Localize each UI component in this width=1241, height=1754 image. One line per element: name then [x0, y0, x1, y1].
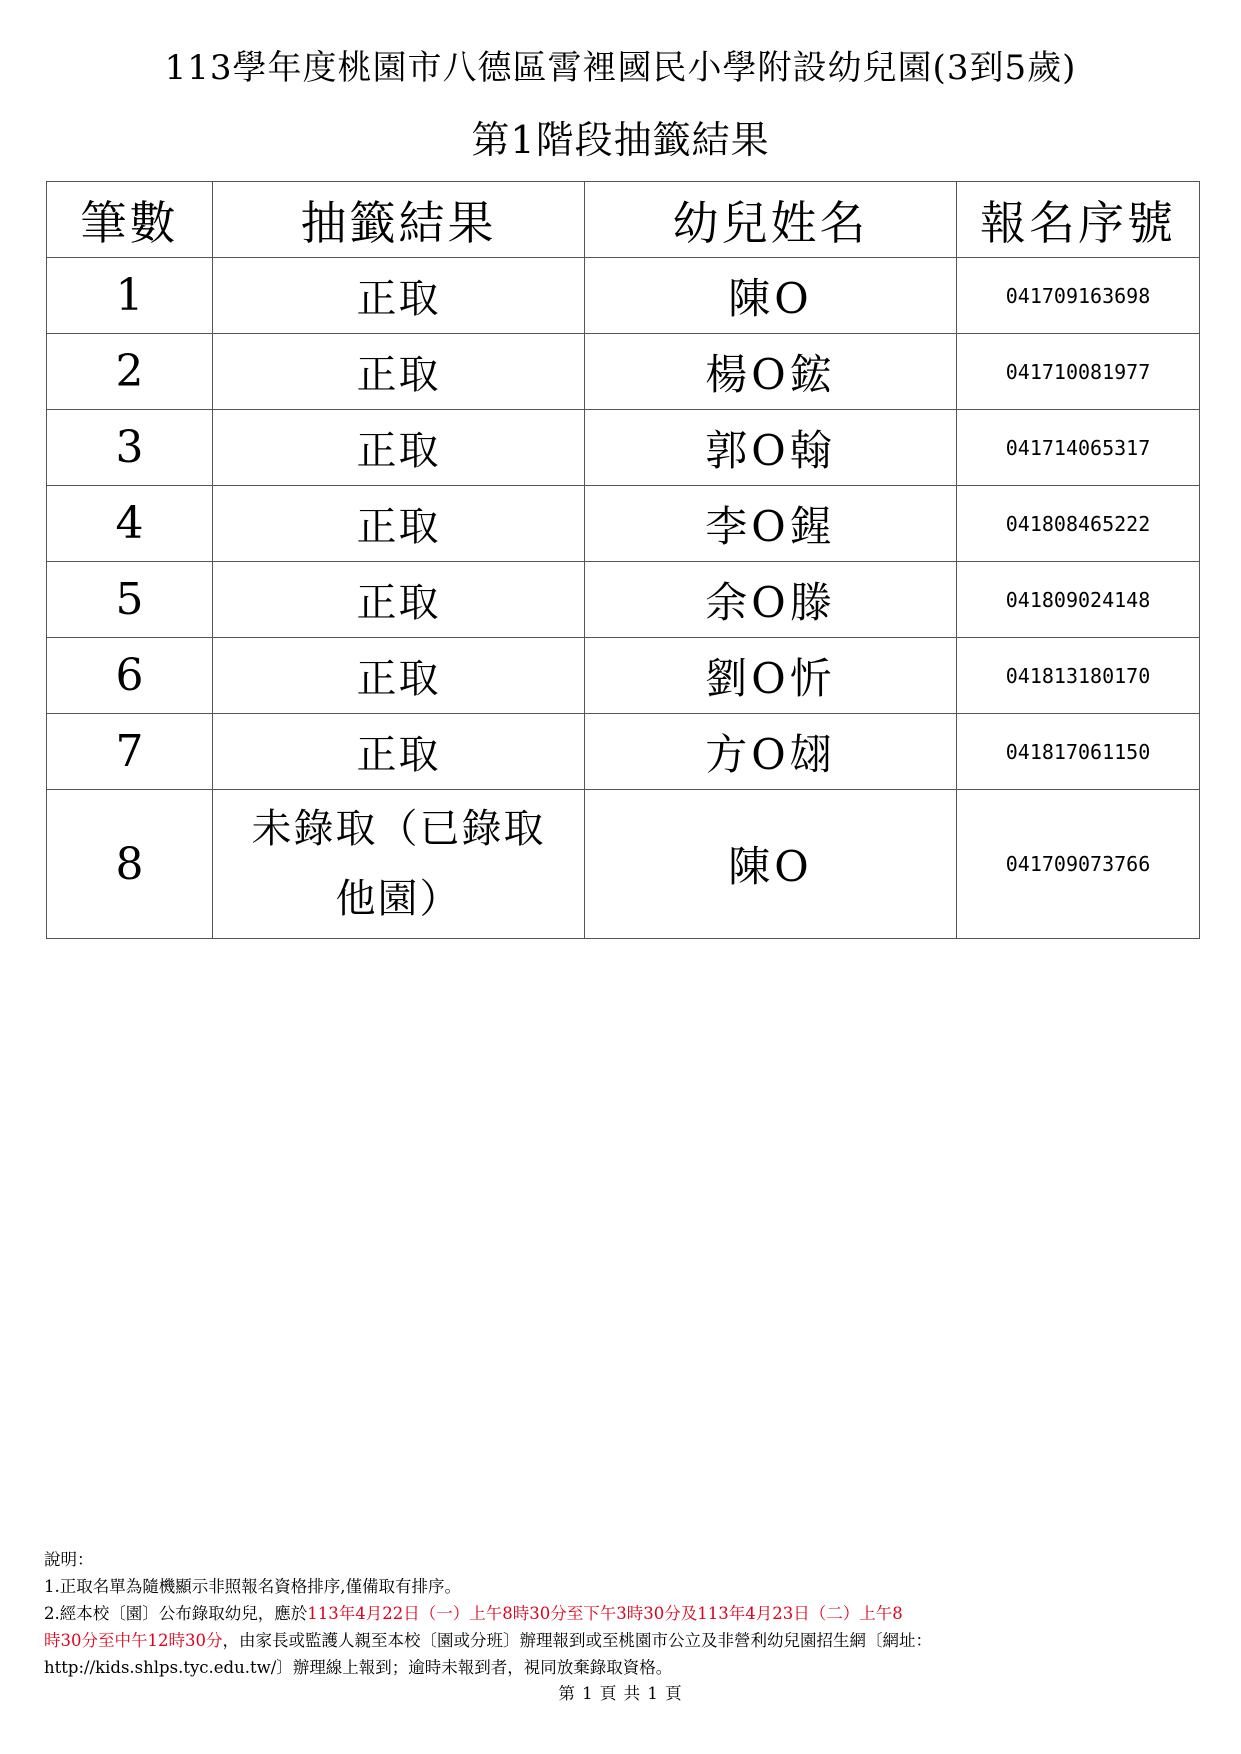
row-index: 7	[47, 714, 213, 790]
document-subtitle: 第1階段抽籤結果	[471, 118, 770, 162]
row-index: 4	[47, 486, 213, 562]
notes-item-1: 1.正取名單為隨機顯示非照報名資格排序,僅備取有排序。	[44, 1577, 461, 1596]
table-row	[47, 638, 1200, 714]
row-reg-no: 041808465222	[957, 486, 1200, 562]
header-result: 抽籤結果	[213, 182, 585, 258]
row-result: 未錄取（已錄取他園）	[213, 790, 585, 939]
row-index: 6	[47, 638, 213, 714]
row-name: 劉O忻	[585, 638, 957, 714]
row-name: 郭O翰	[585, 410, 957, 486]
row-name: 陳O	[585, 790, 957, 939]
row-reg-no: 041813180170	[957, 638, 1200, 714]
row-result: 正取	[213, 638, 585, 714]
row-index: 2	[47, 334, 213, 410]
table-row	[47, 562, 1200, 638]
table-row	[47, 410, 1200, 486]
table-header-row	[47, 182, 1200, 258]
table-row	[47, 258, 1200, 334]
row-index: 1	[47, 258, 213, 334]
notes-item-2-text-cont: ，由家長或監護人親至本校〔園或分班〕辦理報到或至桃園市公立及非營利幼兒園招生網〔網址：	[222, 1631, 932, 1650]
row-result: 正取	[213, 714, 585, 790]
notes-item-2-text: 2.經本校〔園〕公布錄取幼兒，應於	[44, 1604, 308, 1623]
notes-item-2-date-range: 113年4月22日（一）上午8時30分至下午3時30分及113年4月23日（二）上午8	[307, 1604, 903, 1623]
row-reg-no: 041809024148	[957, 562, 1200, 638]
row-name: 陳O	[585, 258, 957, 334]
row-name: 方O翃	[585, 714, 957, 790]
notes-section	[44, 1546, 1204, 1681]
notes-heading: 說明：	[44, 1550, 94, 1569]
row-result: 正取	[213, 334, 585, 410]
header-index: 筆數	[47, 182, 213, 258]
row-result: 正取	[213, 562, 585, 638]
notes-item-2-line-2	[44, 1627, 1204, 1654]
row-name: 余O滕	[585, 562, 957, 638]
row-reg-no: 041709073766	[957, 790, 1200, 939]
row-name: 李O鍟	[585, 486, 957, 562]
header-reg-no: 報名序號	[957, 182, 1200, 258]
row-result: 正取	[213, 486, 585, 562]
row-index: 8	[47, 790, 213, 939]
row-result: 正取	[213, 258, 585, 334]
header-name: 幼兒姓名	[585, 182, 957, 258]
row-name: 楊O鋐	[585, 334, 957, 410]
table-row	[47, 334, 1200, 410]
notes-item-2-date-range-end: 時30分至中午12時30分	[44, 1631, 223, 1650]
row-reg-no: 041817061150	[957, 714, 1200, 790]
notes-item-2-line-3: http://kids.shlps.tyc.edu.tw/〕辦理線上報到；逾時未報到者，視同放棄錄取資格。	[44, 1658, 673, 1677]
lottery-results-table	[46, 181, 1200, 939]
table-row	[47, 790, 1200, 939]
page-footer: 第 1 頁 共 1 頁	[558, 1684, 683, 1703]
notes-item-2-line-1	[44, 1600, 1204, 1627]
row-index: 3	[47, 410, 213, 486]
row-result: 正取	[213, 410, 585, 486]
row-reg-no: 041710081977	[957, 334, 1200, 410]
row-reg-no: 041709163698	[957, 258, 1200, 334]
table-row	[47, 486, 1200, 562]
row-index: 5	[47, 562, 213, 638]
table-row	[47, 714, 1200, 790]
row-reg-no: 041714065317	[957, 410, 1200, 486]
document-title: 113學年度桃園市八德區霄裡國民小學附設幼兒園(3到5歲)	[164, 48, 1077, 88]
